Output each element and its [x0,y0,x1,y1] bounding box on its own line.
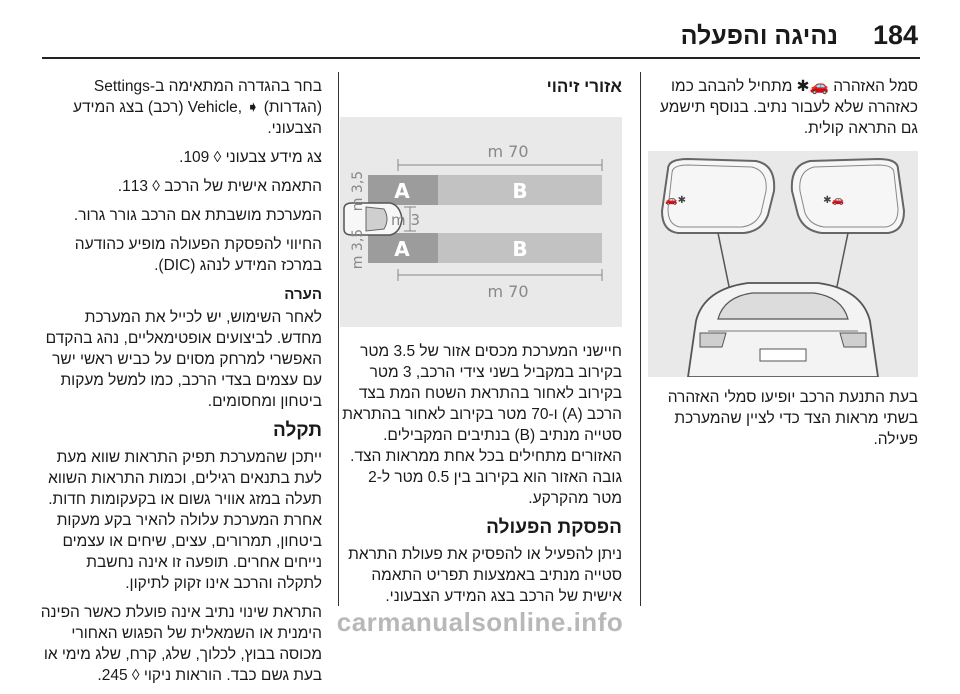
page-number: 184 [872,20,918,50]
dim-gap: 3 m [391,211,420,229]
fault-text-2: התראת שינוי נתיב אינה פועלת כאשר הפינה הימנית או השמאלית של הפגוש האחורי מכוסה בבוץ, לכלוך, שלג, קרח, שלג מימי או בעת גשם כבד. הוראות ניקוי ◊ 245. [40,604,322,684]
column-divider-left [338,72,339,606]
column-divider-right [640,72,641,606]
page-title: נהיגה והפעלה [680,22,838,50]
fault-title: תקלה [272,420,322,441]
svg-text:✱🚗: ✱🚗 [665,195,686,206]
settings-instruction: בחר בהגדרה המתאימה ב-Settings (הגדרות) ➧ ,Vehicle (רכב) בצג המידע הצבעוני. [72,78,322,137]
dim-width-top: 3,5 m [350,170,366,212]
color-info-display-ref: צג מידע צבעוני ◊ 109. [179,149,322,166]
right-caption: בעת התנעת הרכב יופיעו סמלי האזהרה בשתי מראות הצד כדי לציין שהמערכת פעילה. [667,389,918,448]
trailer-disable-text: המערכת מושבתת אם הרכב גורר גרור. [73,207,322,224]
svg-text:🚗✱: 🚗✱ [823,195,844,206]
mirror-warning-illustration [648,151,918,377]
dim-bottom-length: 70 m [487,282,529,301]
zone-b-bottom-label: B [512,237,528,261]
vehicle-personalization-ref: התאמה אישית של הרכב ◊ 113. [117,178,322,195]
right-column [648,76,918,458]
detection-zones-title: אזורי זיהוי [546,77,622,96]
fault-text-1: ייתכן שהמערכת תפיק התראות שווא מעת לעת בתנאים רגילים, וכמות התראות השווא תעלה במזג אוויר גשום או בקעקומות חדות. אחרת המערכת עלולה להאיר בקע מעקות ביטחון, תמרורים, עצים, שיחים או עצמים נייחים אחרים. תופעה זו אינה נחשבת לתקלה והרכב אינו זקוק לתיקון. [48,449,322,592]
dim-width-bottom: 3,5 m [350,228,366,270]
note-title: הערה [284,286,322,303]
zone-a-top-label: A [394,179,410,203]
car-rear-mirrors-icon [648,151,918,377]
header-rule [42,57,920,59]
disable-function-text: ניתן להפעיל או להפסיק את פעולת התראת סטייה מנתיב באמצעות תפריט התאמה אישית של הרכב בצג המידע הצבעוני. [348,546,622,605]
zone-a-bottom-label: A [394,237,410,261]
page-header [0,14,960,54]
zones-description: חיישני המערכת מכסים אזור של 3.5 מטר בקירוב במקביל בשני צידי הרכב, 3 מטר בקירוב לאחור בהתראת השטח המת בצד הרכב (A) ו-70 מטר בקירוב לאחור בהתראת סטייה מנתיב (B) בנתיבים המקבילים. האזורים מתחילים בכל אחת ממראות הצד. גובה האזור הוא בקירוב בין 0.5 מטר ל-2 מטר מהקרקע. [342,343,622,507]
watermark: carmanualsonline.info [336,607,624,637]
dic-message-text: החיווי להפסקת הפעולה מופיע כהודעה במרכז המידע לנהג (DIC). [74,236,322,274]
left-column [40,76,322,694]
zone-b-top-label: B [512,179,528,203]
dim-top-length: 70 m [487,142,529,161]
note-text: לאחר השימוש, יש לכייל את המערכת מחדש. לביצועים אופטימאליים, נהג בהקדם האפשרי למרחק מסוים על כביש ראשי ישר עם עצמים בצדי הרכב, כמו למשל מעקות ביטחון ומחסומים. [45,309,322,410]
detection-zones-diagram [340,117,622,327]
right-intro: סמל האזהרה 🚗✱ מתחיל להבהב כמו כאזהרה שלא לעבור נתיב. בנוסף תישמע גם התראה קולית. [659,78,918,137]
disable-function-title: הפסקת הפעולה [486,517,622,538]
middle-column [340,76,622,615]
